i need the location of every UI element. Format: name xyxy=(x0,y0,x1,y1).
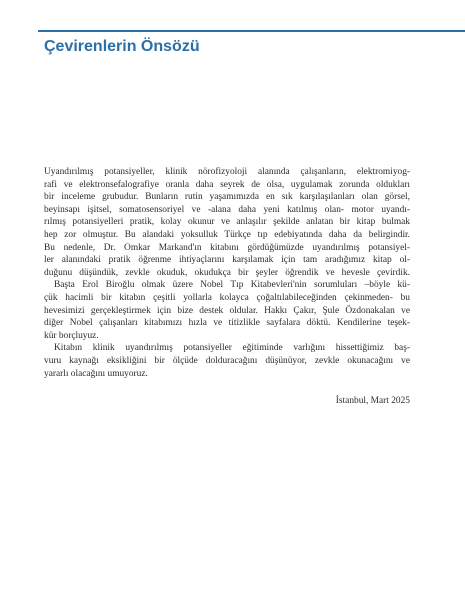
signature-date: İstanbul, Mart 2025 xyxy=(335,396,410,406)
heading-rule xyxy=(38,30,465,32)
body-line: bir inceleme grubudur. Bunların rutin yaşamımızda en sık karşılaşılanları olan görsel, xyxy=(44,192,410,203)
body-line: Uyandırılmış potansiyeller, klinik nörofizyoloji alanında çalışanların, elektromiyog- xyxy=(44,167,410,177)
body-line: rılmış potansiyelleri pratik, kolay okunur ve anlaşılır şekilde anlatan bir kitap bulmak xyxy=(44,217,410,228)
body-line: yararlı olacağını umuyoruz. xyxy=(44,368,148,379)
body-line: diğer Nobel çalışanları kitabımızı hızla ve titizlikle sayfalara döktü. Kendilerine teşek- xyxy=(44,318,410,329)
body-line: Kitabın klinik uyandırılmış potansiyeller eğitiminde varlığını hissettiğimiz baş- xyxy=(54,343,410,354)
body-line: Bu nedenle, Dr. Omkar Markand'ın kitabını gördüğümüzde uyandırılmış potansiyel- xyxy=(44,242,410,253)
body-line: ler alanındaki pratik öğrenme ihtiyaçlarını karşılamak için tam aradığımız kitap ol- xyxy=(44,255,410,266)
body-line: kür borçluyuz. xyxy=(44,330,99,341)
page-title: Çevirenlerin Önsözü xyxy=(44,38,200,55)
body-line: beyinsapı işitsel, somatosensoriyel ve -alana daha yeni katılmış olan- motor uyandı- xyxy=(44,204,410,215)
body-line: hevesimizi gerçekleştirmek için bize destek oldular. Hakkı Çakır, Şule Özdonakalan ve xyxy=(44,305,410,316)
body-line: vuru kaynağı eksikliğini bir ölçüde dolduracağını düşünüyor, zevkle okunacağını ve xyxy=(44,355,410,366)
body-line: rafi ve elektronsefalografiye oranla daha seyrek de olsa, uygulamak zorunda oldukları xyxy=(44,179,410,190)
body-line: duğunu düşündük, zevkle okuduk, okudukça bir şeyler öğrendik ve hevesle çevirdik. xyxy=(44,267,410,278)
body-line: Başta Erol Biroğlu olmak üzere Nobel Tıp Kitabevleri'nin sorumluları –böyle kü- xyxy=(54,280,410,291)
body-line: hep zor olmuştur. Bu alandaki yoksulluk Türkçe tıp edebiyatında daha da belirgindir. xyxy=(44,229,410,240)
body-line: çük hacimli bir kitabın çeşitli yollarla kolayca çoğaltılabileceğinden çekinmeden- bu xyxy=(44,292,410,303)
preface-body xyxy=(44,166,410,380)
